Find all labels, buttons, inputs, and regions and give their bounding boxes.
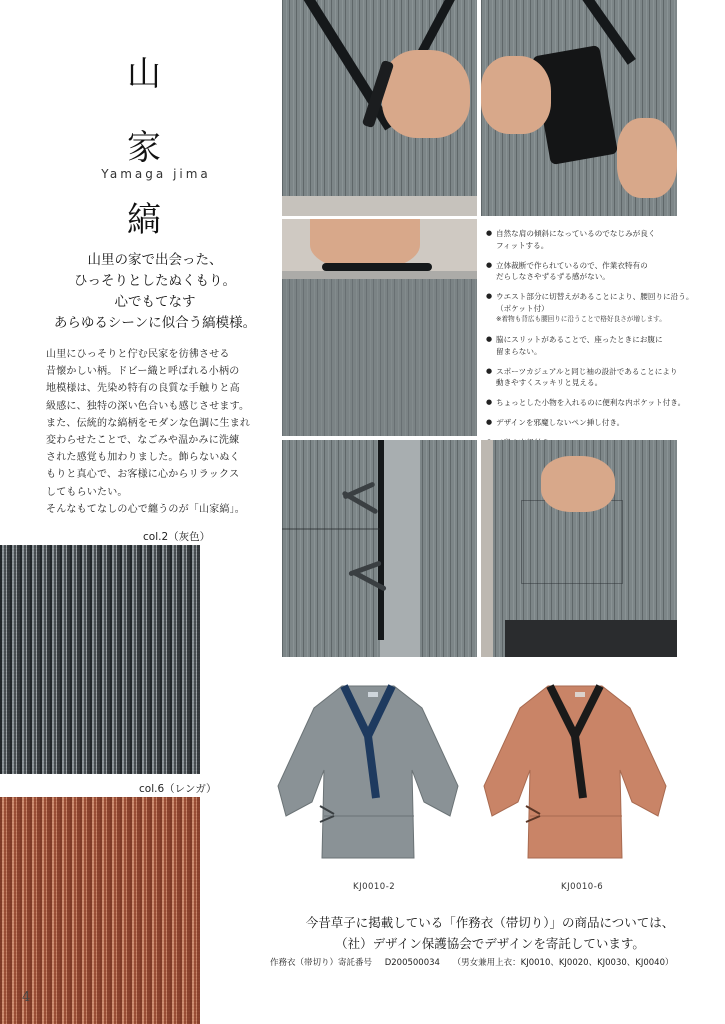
description-line: してもらいたい。 bbox=[46, 486, 128, 498]
description-line: もりと真心で、お客様に心からリラックス bbox=[46, 469, 240, 481]
description-line: 級感に、独特の深い色合いも感じさせます。 bbox=[46, 400, 250, 412]
product-jacket-gray bbox=[272, 678, 464, 878]
photo-pen-pocket bbox=[282, 0, 477, 216]
title-char-shima: 縞 bbox=[127, 200, 161, 240]
feature-item bbox=[486, 260, 711, 283]
feature-text: デザインを邪魔しないペン挿し付き。 bbox=[496, 418, 625, 427]
description-line: 地模様は、先染め特有の良質な手触りと高 bbox=[46, 383, 240, 395]
feature-item bbox=[486, 397, 711, 409]
feature-text: 自然な肩の傾斜になっているのでなじみが良く bbox=[496, 229, 656, 238]
headline-line: あらゆるシーンに似合う縞模様。 bbox=[53, 315, 257, 331]
headline-line: 心でもてなす bbox=[114, 294, 196, 310]
fabric-swatch-gray bbox=[0, 545, 200, 774]
registration-applies: （男女兼用上衣：KJ0010、KJ0020、KJ0030、KJ0040） bbox=[452, 958, 674, 968]
photo-side-ties bbox=[282, 440, 477, 657]
feature-subtext: 留まらない。 bbox=[496, 346, 542, 356]
description-line: された感覚も加わりました。飾らないぬく bbox=[46, 452, 240, 464]
design-notice bbox=[280, 912, 700, 954]
swatch-label-brick: col.6（レンガ） bbox=[139, 783, 217, 795]
description-paragraph bbox=[46, 346, 254, 518]
feature-item bbox=[486, 417, 711, 429]
product-code-gray: KJ0010-2 bbox=[353, 882, 396, 892]
title-char-yama: 山 bbox=[127, 54, 161, 94]
feature-item bbox=[486, 228, 711, 251]
description-line: 変わらせたことで、なごみや温かみに洗練 bbox=[46, 435, 240, 447]
feature-text: ちょっとした小物を入れるのに便利な内ポケット付き。 bbox=[496, 398, 686, 407]
feature-item bbox=[486, 366, 711, 389]
registration-label: 作務衣（帯切り）寄託番号 bbox=[270, 958, 373, 968]
feature-subtext: 動きやすくスッキリと見える。 bbox=[496, 378, 603, 387]
registration-info bbox=[270, 956, 684, 968]
headline-line: 山里の家で出会った、 bbox=[87, 252, 223, 268]
description-line: 昔懐かしい柄。ドビー織と呼ばれる小柄の bbox=[46, 366, 240, 378]
photo-back-collar bbox=[282, 219, 477, 436]
product-jacket-brick bbox=[478, 678, 672, 878]
description-line: そんなもてなしの心で纏うのが「山家縞」。 bbox=[46, 503, 245, 515]
photo-waist-pocket bbox=[481, 440, 677, 657]
feature-text: スポーツカジュアルと同じ袖の設計であることにより bbox=[496, 366, 678, 376]
feature-note: ※着物も背広も腰回りに沿うことで格好良さが増します。 bbox=[496, 315, 666, 323]
notice-line: 今昔草子に掲載している「作務衣（帯切り）」の商品については、 bbox=[305, 915, 675, 930]
swatch-label-gray: col.2（灰色） bbox=[143, 531, 211, 543]
feature-text: 脇にスリットがあることで、座ったときにお腹に bbox=[496, 335, 663, 344]
feature-subtext: だらしなさやずるずる感がない。 bbox=[496, 272, 610, 281]
feature-text: ウエスト部分に切替えがあることにより、腰回りに沿う。 bbox=[496, 292, 694, 301]
feature-subtext: （ポケット付） bbox=[496, 303, 549, 313]
page-number: 4 bbox=[22, 990, 31, 1005]
headline bbox=[30, 250, 280, 334]
registration-number: D200500034 bbox=[384, 958, 440, 968]
description-line: また、伝統的な縞柄をモダンな色調に生まれ bbox=[46, 417, 251, 429]
title-char-ie: 家 bbox=[127, 128, 161, 168]
description-line: 山里にひっそりと佇む民家を彷彿させる bbox=[46, 349, 230, 360]
product-code-brick: KJ0010-6 bbox=[561, 882, 604, 892]
headline-line: ひっそりとしたぬくもり。 bbox=[74, 273, 236, 289]
photo-inner-pocket bbox=[481, 0, 677, 216]
notice-line: （社）デザイン保護協会でデザインを寄託しています。 bbox=[335, 936, 645, 951]
feature-item bbox=[486, 291, 711, 326]
feature-subtext: フィットする。 bbox=[496, 240, 549, 250]
feature-item bbox=[486, 334, 711, 357]
feature-text: 立体裁断で作られているので、作業衣特有の bbox=[496, 260, 648, 270]
feature-list bbox=[486, 228, 711, 457]
title-romaji: Yamaga jima bbox=[101, 167, 211, 181]
